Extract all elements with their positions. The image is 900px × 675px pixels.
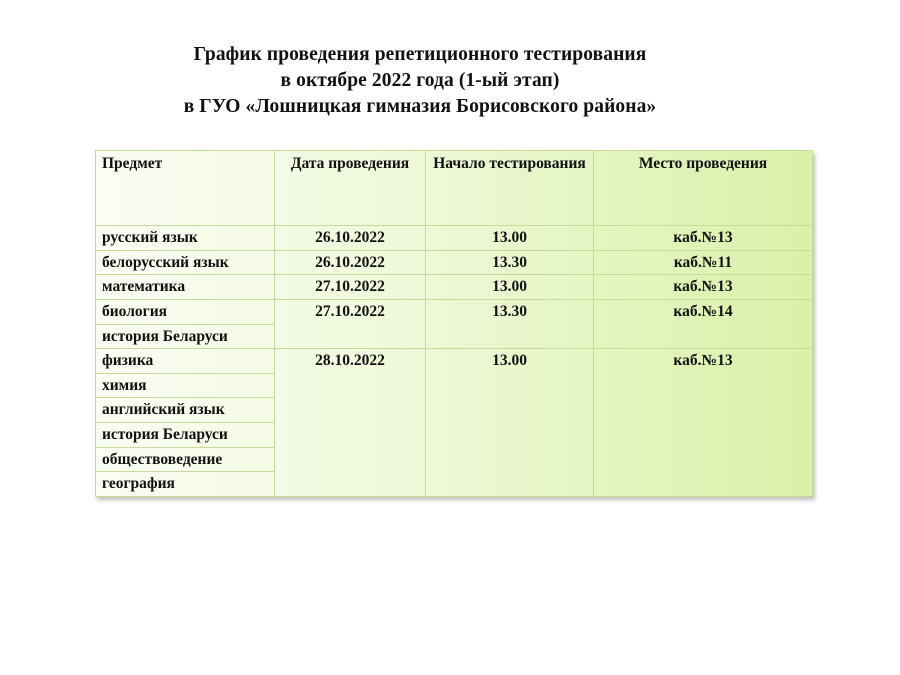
title-line-3: в ГУО «Лошницкая гимназия Борисовского района» (183, 96, 657, 117)
subject-cell: физика (96, 349, 275, 374)
date-cell: 26.10.2022 (275, 250, 426, 275)
subject-cell: математика (96, 275, 275, 300)
table-header-row (96, 151, 813, 226)
table-row (96, 275, 813, 300)
place-cell: каб.№11 (594, 250, 813, 275)
subject-cell: география (96, 472, 275, 497)
header-place: Место проведения (594, 151, 813, 226)
subject-cell: биология (96, 299, 275, 324)
place-cell: каб.№13 (594, 225, 813, 250)
table-row (96, 299, 813, 324)
table-row (96, 225, 813, 250)
subject-cell: белорусский язык (96, 250, 275, 275)
date-cell: 27.10.2022 (275, 275, 426, 300)
start-cell: 13.00 (426, 275, 594, 300)
date-cell: 27.10.2022 (275, 299, 426, 348)
subject-cell: русский язык (96, 225, 275, 250)
title-line-1: График проведения репетиционного тестирования (193, 44, 647, 65)
subject-cell: обществоведение (96, 447, 275, 472)
document-title (100, 42, 740, 120)
start-cell: 13.30 (426, 250, 594, 275)
date-cell: 28.10.2022 (275, 349, 426, 497)
table-row (96, 349, 813, 374)
subject-cell: история Беларуси (96, 324, 275, 349)
header-start: Начало тестирования (426, 151, 594, 226)
place-cell: каб.№13 (594, 349, 813, 497)
place-cell: каб.№14 (594, 299, 813, 348)
start-cell: 13.00 (426, 225, 594, 250)
date-cell: 26.10.2022 (275, 225, 426, 250)
subject-cell: химия (96, 373, 275, 398)
header-date: Дата проведения (275, 151, 426, 226)
subject-cell: история Беларуси (96, 423, 275, 448)
start-cell: 13.00 (426, 349, 594, 497)
place-cell: каб.№13 (594, 275, 813, 300)
header-subject: Предмет (96, 151, 275, 226)
schedule-table (95, 150, 813, 497)
table-row (96, 250, 813, 275)
subject-cell: английский язык (96, 398, 275, 423)
start-cell: 13.30 (426, 299, 594, 348)
title-line-2: в октябре 2022 года (1-ый этап) (280, 70, 560, 91)
